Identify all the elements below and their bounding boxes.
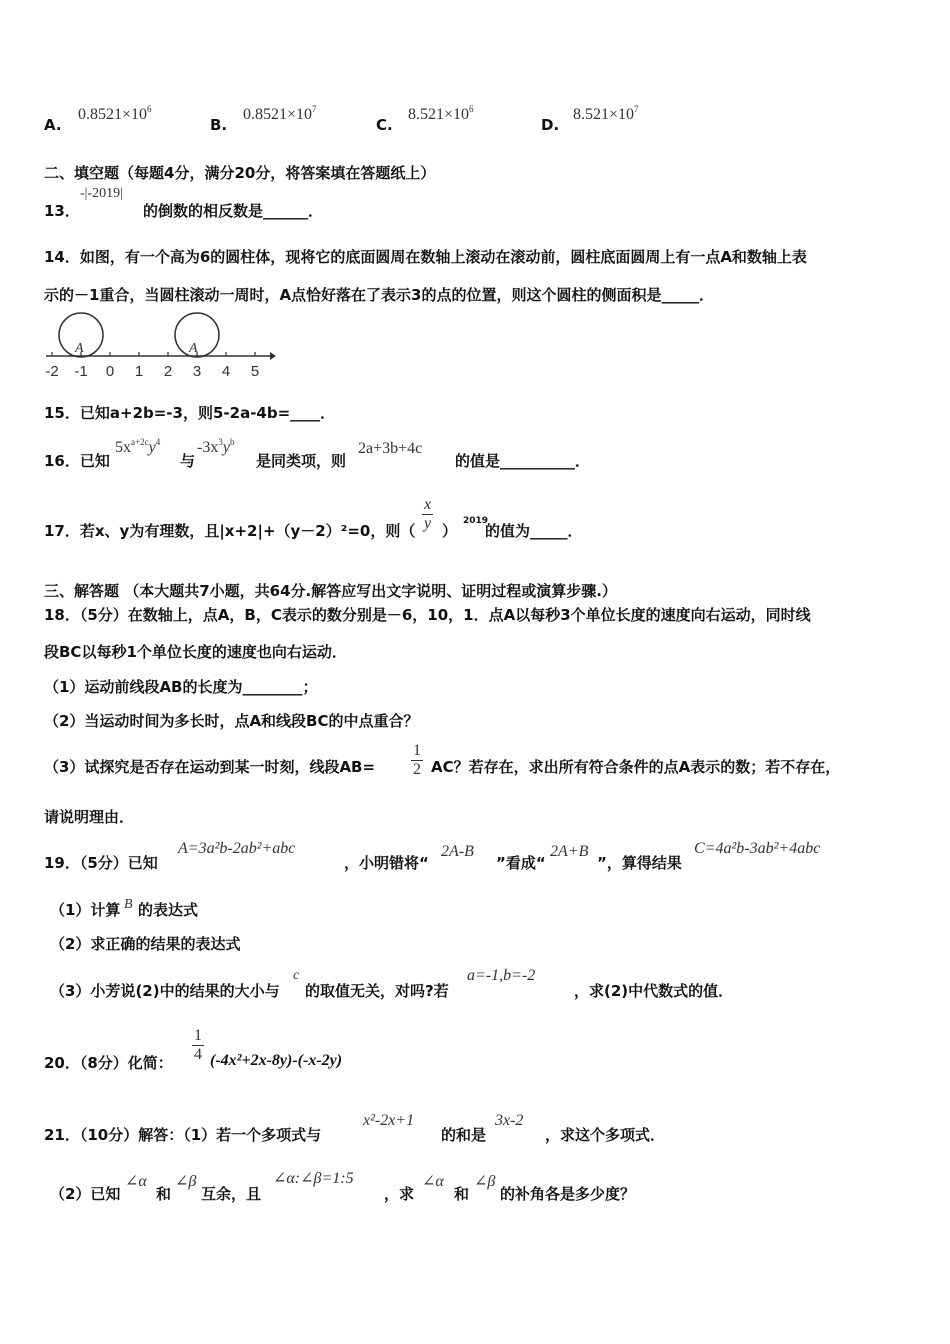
- q19-prefix: 19．（5分）已知: [44, 854, 158, 872]
- q18-part2: （2）当运动时间为多长时，点A和线段BC的中点重合？: [44, 712, 419, 730]
- q13-expr: -|-2019|: [80, 186, 123, 201]
- option-a-label: A.: [44, 116, 62, 134]
- q14-line1: 14．如图，有一个高为6的圆柱体，现将它的底面圆周在数轴上滚动在滚动前，圆柱底面圆周上有一点A和数轴上表: [44, 248, 807, 266]
- q19-part1-suffix: 的表达式: [138, 901, 199, 919]
- q20-expr: (-4x²+2x-8y)-(-x-2y): [210, 1052, 343, 1069]
- q18-part3-suffix: AC？若存在，求出所有符合条件的点A表示的数；若不存在，: [431, 758, 841, 776]
- q21-and-2: 和: [454, 1185, 470, 1203]
- q21-part2-prefix: （2）已知: [50, 1185, 121, 1203]
- q13-number: 13．: [44, 202, 80, 220]
- number-line-arrow: [270, 352, 276, 360]
- q19-mid1: ，小明错将“: [344, 854, 429, 872]
- q17-prefix: 17．若x、y为有理数，且|x+2|+（y－2）²=0，则（: [44, 522, 416, 540]
- q20-prefix: 20．（8分）化简：: [44, 1054, 173, 1072]
- q21-suffix: ，求这个多项式．: [545, 1126, 666, 1144]
- q18-line1: 18．（5分）在数轴上，点A，B，C表示的数分别是－6，10，1．点A以每秒3个单位长度的速度向右运动，同时线: [44, 606, 811, 624]
- q21-and: 和: [156, 1185, 172, 1203]
- q21-mid3: ，求: [384, 1185, 415, 1203]
- q21-angle-beta: ∠β: [175, 1173, 197, 1190]
- q18-part1: （1）运动前线段AB的长度为________；: [44, 678, 318, 696]
- q16-prefix: 16．已知: [44, 452, 110, 470]
- q19-part2: （2）求正确的结果的表达式: [50, 935, 241, 953]
- q19-part3-mid: 的取值无关，对吗?若: [305, 982, 449, 1000]
- point-a-end: A: [189, 341, 198, 356]
- q21-suffix2: 的补角各是多少度？: [500, 1185, 636, 1203]
- q19-part1-var: B: [124, 897, 133, 912]
- q21-mid: 的和是: [441, 1126, 487, 1144]
- q16-suffix: 的值是__________．: [455, 452, 591, 470]
- q14-line2: 示的－1重合，当圆柱滚动一周时，A点恰好落在了表示3的点的位置，则这个圆柱的侧面积是_____．: [44, 286, 714, 304]
- q21-angle-beta-2: ∠β: [474, 1173, 496, 1190]
- q17-fraction: $\frac{x}{y}$: [424, 496, 432, 532]
- q21-prefix: 21．（10分）解答：（1）若一个多项式与: [44, 1126, 322, 1144]
- q19-part3-prefix: （3）小芳说(2)中的结果的大小与: [50, 982, 280, 1000]
- q21-mid2: 互余，且: [201, 1185, 262, 1203]
- point-a-start: A: [75, 341, 84, 356]
- option-a-value: $0.8521\times 10^6$: [78, 104, 152, 123]
- tick-label: 0: [105, 363, 115, 380]
- q21-sum: 3x-2: [495, 1112, 524, 1129]
- option-b-label: B.: [210, 116, 228, 134]
- q17-close: ）: [442, 522, 458, 540]
- q19-wrong: 2A-B: [441, 843, 474, 860]
- tick-label: 3: [192, 363, 202, 380]
- q19-expr-a: A=3a²b-2ab²+abc: [178, 840, 296, 857]
- q19-part1-prefix: （1）计算: [50, 901, 121, 919]
- q19-expr-c: C=4a²b-3ab²+4abc: [694, 840, 821, 857]
- q19-mid3: ”，算得结果: [597, 854, 682, 872]
- q17-suffix: 的值为_____．: [485, 522, 583, 540]
- q19-mid2: ”看成“: [496, 854, 546, 872]
- option-b-value: $0.8521\times 10^7$: [243, 104, 317, 123]
- q18-part3-prefix: （3）试探究是否存在运动到某一时刻，线段AB=: [44, 758, 376, 776]
- tick-label: 2: [163, 363, 173, 380]
- q21-angle-alpha-2: ∠α: [422, 1173, 444, 1190]
- q19-part3-var: c: [293, 968, 300, 983]
- option-d-value: $8.521\times 10^7$: [573, 104, 639, 123]
- q17-power: 2019: [463, 516, 489, 526]
- q19-part3-cond: a=-1,b=-2: [467, 967, 536, 984]
- q18-line2: 段BC以每秒1个单位长度的速度也向右运动．: [44, 643, 347, 661]
- option-c-value: $8.521\times 10^6$: [408, 104, 474, 123]
- q19-seen: 2A+B: [550, 843, 589, 860]
- option-d-label: D.: [541, 116, 560, 134]
- q13-text: 的倒数的相反数是______．: [143, 202, 324, 220]
- tick-label: 4: [221, 363, 231, 380]
- option-c-label: C.: [376, 116, 393, 134]
- number-line-figure: [44, 310, 276, 382]
- q16-expr: 2a+3b+4c: [358, 440, 423, 457]
- q16-mid: 是同类项，则: [256, 452, 347, 470]
- q18-part3-line2: 请说明理由．: [44, 808, 135, 826]
- q21-ratio: ∠α:∠β=1:5: [273, 1170, 354, 1187]
- section3-title: 三、解答题 （本大题共7小题，共64分.解答应写出文字说明、证明过程或演算步骤.）: [44, 582, 617, 600]
- q16-term1: $5x^{a+2c}y^4$: [115, 437, 161, 456]
- q21-angle-alpha: ∠α: [125, 1173, 147, 1190]
- q18-fraction: $\frac{1}{2}$: [413, 742, 421, 778]
- q21-poly: x²-2x+1: [363, 1112, 415, 1129]
- tick-label: -1: [74, 363, 88, 380]
- section2-title: 二、填空题（每题4分，满分20分，将答案填在答题纸上）: [44, 164, 436, 182]
- q16-with: 与: [180, 452, 196, 470]
- q15: 15．已知a+2b=-3，则5-2a-4b=____．: [44, 404, 336, 422]
- q16-term2: $-3x^3y^b$: [197, 437, 235, 456]
- tick-label: -2: [45, 363, 59, 380]
- tick-label: 1: [134, 363, 144, 380]
- tick-label: 5: [250, 363, 260, 380]
- q19-part3-suffix: ，求(2)中代数式的值．: [574, 982, 734, 1000]
- q20-fraction: $\frac{1}{4}$: [194, 1027, 202, 1063]
